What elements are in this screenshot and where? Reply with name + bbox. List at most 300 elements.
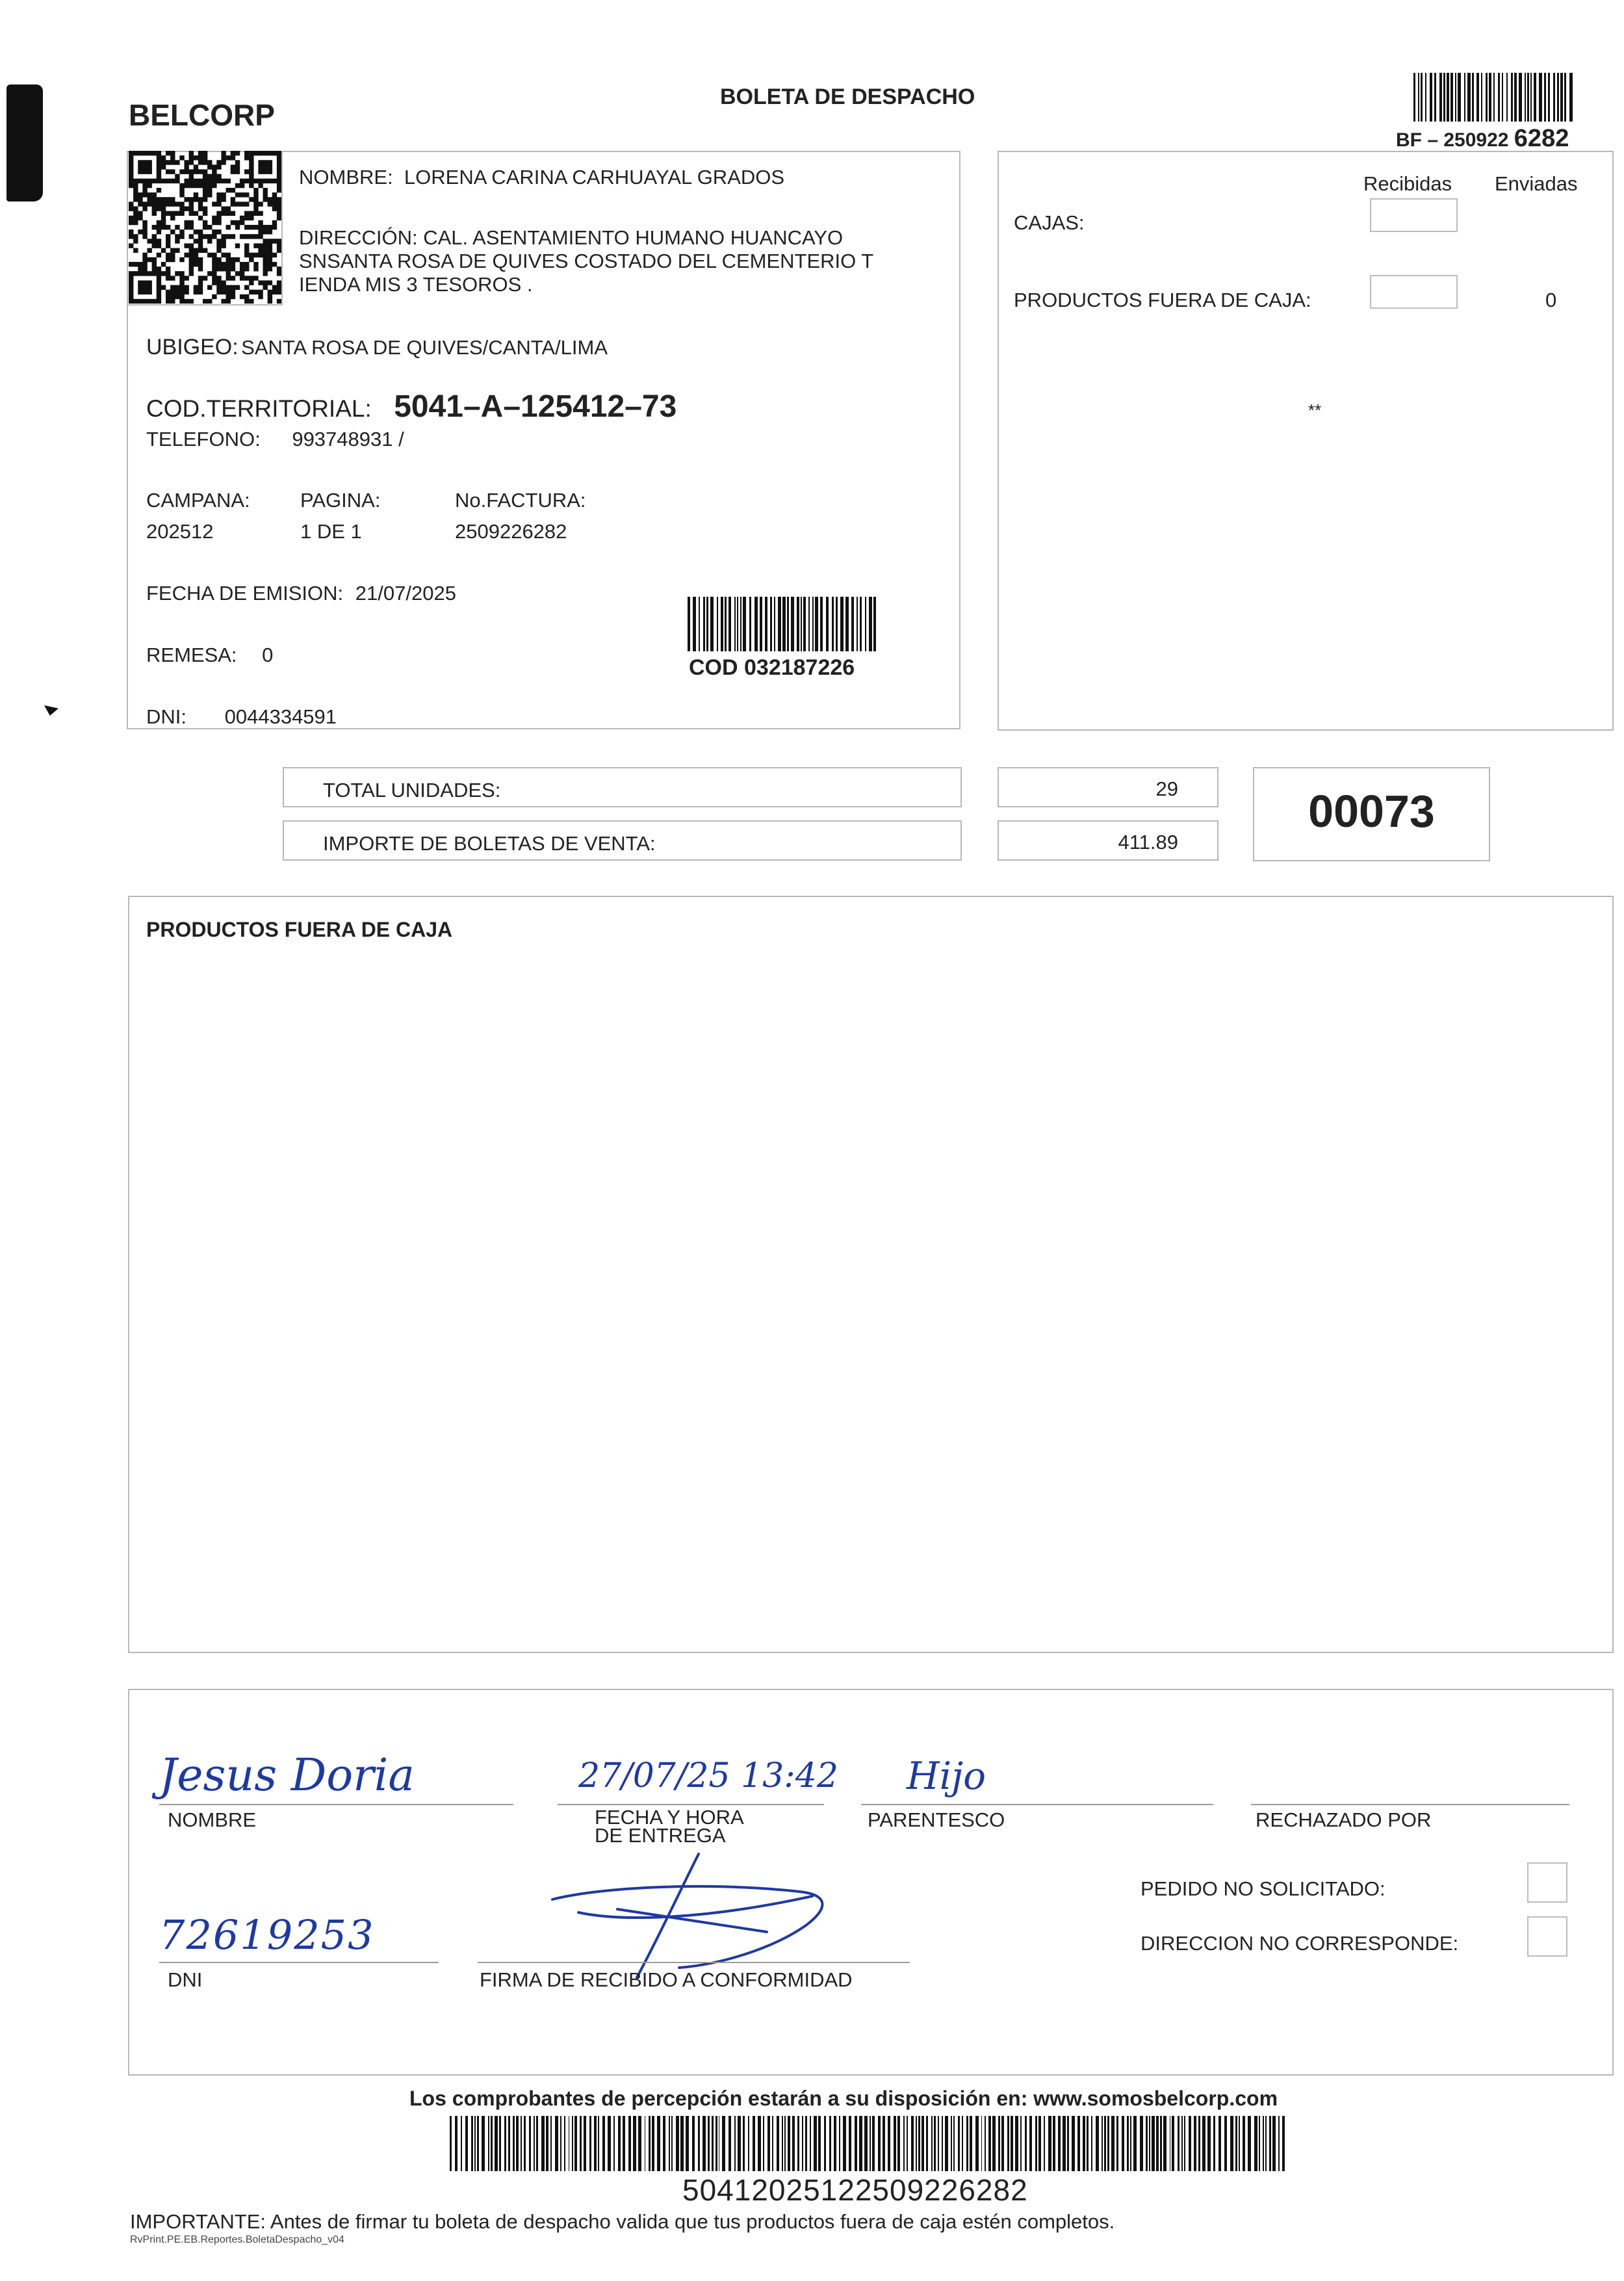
qr-module <box>166 243 170 248</box>
important-text: Antes de firmar tu boleta de despacho valida que tus productos fuera de caja estén completos. <box>270 2210 1115 2233</box>
cajas-recibidas-box[interactable] <box>1370 198 1458 232</box>
qr-module <box>194 192 198 197</box>
qr-module <box>249 234 253 239</box>
qr-module <box>157 220 161 225</box>
barcode-bar <box>870 2116 871 2171</box>
qr-module <box>170 216 175 220</box>
barcode-bar <box>743 2116 745 2171</box>
qr-module <box>226 206 231 211</box>
qr-module <box>184 225 188 229</box>
qr-module <box>226 225 231 229</box>
qr-module <box>277 285 281 290</box>
qr-module <box>138 285 142 290</box>
qr-module <box>207 253 212 257</box>
barcode-bar <box>686 2116 689 2171</box>
qr-module <box>216 197 221 202</box>
qr-module <box>263 239 268 243</box>
barcode-bar <box>1029 2116 1033 2171</box>
barcode-bar <box>1418 73 1419 122</box>
qr-module <box>203 160 207 164</box>
qr-module <box>240 192 244 197</box>
barcode-bar <box>748 2116 749 2171</box>
qr-module <box>129 183 133 188</box>
qr-module <box>216 229 221 234</box>
barcode-bar <box>1202 2116 1205 2171</box>
qr-module <box>268 294 272 299</box>
barcode-bar <box>589 2116 591 2171</box>
barcode-bar <box>788 2116 790 2171</box>
qr-module <box>207 174 212 179</box>
qr-module <box>263 271 268 276</box>
qr-module <box>179 206 184 211</box>
qr-module <box>249 257 253 262</box>
qr-module <box>207 239 212 243</box>
qr-module <box>142 164 147 169</box>
qr-module <box>175 234 179 239</box>
barcode-bar <box>1140 2116 1143 2171</box>
qr-module <box>157 179 161 183</box>
qr-module <box>161 202 166 206</box>
qr-module <box>166 276 170 280</box>
qr-module <box>133 234 138 239</box>
qr-module <box>170 290 175 294</box>
qr-module <box>198 290 203 294</box>
qr-module <box>277 169 281 174</box>
dni-label: DNI: <box>146 705 187 728</box>
pedido-no-solicitado-checkbox[interactable] <box>1527 1862 1567 1903</box>
qr-module <box>226 179 231 183</box>
qr-module <box>258 179 263 183</box>
rechazado-label: RECHAZADO POR <box>1256 1808 1432 1831</box>
rechazado-line <box>1251 1804 1569 1805</box>
qr-module <box>194 262 198 267</box>
barcode-bar <box>584 2116 586 2171</box>
qr-module <box>216 192 221 197</box>
qr-module <box>268 169 272 174</box>
qr-module <box>133 299 138 304</box>
qr-module <box>277 183 281 188</box>
qr-module <box>235 192 240 197</box>
qr-module <box>216 220 221 225</box>
qr-module <box>231 294 235 299</box>
qr-module <box>203 234 207 239</box>
qr-module <box>277 164 281 169</box>
qr-module <box>221 267 226 271</box>
important-prefix: IMPORTANTE: <box>130 2210 266 2233</box>
qr-module <box>249 299 253 304</box>
qr-module <box>226 211 231 216</box>
barcode-bar <box>860 597 862 651</box>
qr-module <box>231 290 235 294</box>
qr-module <box>268 299 272 304</box>
barcode-bar <box>628 2116 631 2171</box>
barcode-bar <box>1178 2116 1179 2171</box>
barcode-bar <box>499 2116 501 2171</box>
qr-module <box>189 160 194 164</box>
barcode-bar <box>981 2116 983 2171</box>
qr-module <box>258 169 263 174</box>
qr-module <box>277 151 281 155</box>
qr-module <box>138 280 142 285</box>
qr-module <box>142 220 147 225</box>
barcode-bar <box>471 2116 473 2171</box>
qr-module <box>194 248 198 253</box>
campana-value: 202512 <box>146 520 214 543</box>
qr-module <box>198 276 203 280</box>
qr-module <box>240 276 244 280</box>
qr-module <box>194 164 198 169</box>
barcode-bar <box>633 2116 636 2171</box>
qr-module <box>263 257 268 262</box>
barcode-bar <box>1502 73 1503 122</box>
barcode-bar <box>1133 2116 1137 2171</box>
barcode-bar <box>555 2116 558 2171</box>
qr-module <box>147 192 151 197</box>
barcode-bar <box>808 597 810 651</box>
qr-module <box>189 262 194 267</box>
barcode-bar <box>702 2116 706 2171</box>
qr-module <box>221 239 226 243</box>
remesa-row <box>146 644 273 667</box>
barcode-bar <box>1107 2116 1109 2171</box>
qr-module <box>142 202 147 206</box>
qr-module <box>147 151 151 155</box>
barcode-bar <box>594 2116 597 2171</box>
qr-module <box>170 276 175 280</box>
qr-module <box>253 225 258 229</box>
fecha-line <box>558 1804 824 1805</box>
qr-module <box>263 253 268 257</box>
qr-module <box>198 155 203 160</box>
telefono-label: TELEFONO: <box>146 428 261 450</box>
qr-module <box>152 151 157 155</box>
fecha-emision-row <box>146 582 456 605</box>
barcode-bar <box>1455 73 1456 122</box>
qr-module <box>170 299 175 304</box>
qr-module <box>129 285 133 290</box>
barcode-bar <box>754 597 758 651</box>
qr-module <box>212 202 216 206</box>
barcode-bar <box>1467 73 1471 122</box>
qr-module <box>212 179 216 183</box>
qr-module <box>194 229 198 234</box>
qr-module <box>133 183 138 188</box>
barcode-bar <box>802 2116 803 2171</box>
qr-module <box>138 299 142 304</box>
barcode-bar <box>859 2116 862 2171</box>
qr-module <box>179 234 184 239</box>
qr-module <box>170 257 175 262</box>
qr-module <box>277 179 281 183</box>
qr-module <box>268 164 272 169</box>
factura-value: 2509226282 <box>455 520 567 543</box>
recibidas-label: Recibidas <box>1363 172 1452 195</box>
barcode-bar <box>698 2116 700 2171</box>
barcode-bar <box>1111 2116 1115 2171</box>
ubigeo-label: UBIGEO: <box>146 335 238 359</box>
barcode-bar <box>907 2116 908 2171</box>
qr-module <box>147 160 151 164</box>
qr-module <box>235 151 240 155</box>
qr-module <box>170 197 175 202</box>
qr-module <box>133 239 138 243</box>
bf-suffix: 6282 <box>1514 125 1569 152</box>
qr-module <box>226 271 231 276</box>
qr-module <box>216 239 221 243</box>
barcode-bar <box>550 2116 552 2171</box>
barcode-bar <box>721 597 723 651</box>
barcode-bar <box>1224 2116 1227 2171</box>
barcode-bar <box>580 2116 582 2171</box>
barcode-bar <box>1489 73 1491 122</box>
qr-module <box>142 179 147 183</box>
boxes-panel <box>998 151 1614 731</box>
qr-module <box>179 280 184 285</box>
qr-module <box>203 188 207 192</box>
barcode-bar <box>1067 2116 1069 2171</box>
qr-module <box>244 202 249 206</box>
qr-module <box>231 220 235 225</box>
qr-module <box>258 280 263 285</box>
barcode-bar <box>774 597 775 651</box>
barcode-bar <box>934 2116 936 2171</box>
qr-module <box>212 164 216 169</box>
qr-module <box>166 234 170 239</box>
qr-module <box>152 299 157 304</box>
fecha-label-line-2: DE ENTREGA <box>595 1824 726 1847</box>
qr-module <box>129 276 133 280</box>
document-title: BOLETA DE DESPACHO <box>720 85 975 109</box>
qr-module <box>249 174 253 179</box>
barcode-bar <box>810 2116 811 2171</box>
qr-module <box>207 299 212 304</box>
qr-module <box>170 155 175 160</box>
barcode-bar <box>1152 2116 1155 2171</box>
qr-module <box>268 253 272 257</box>
barcode-bar <box>1035 2116 1037 2171</box>
bf-number <box>1396 125 1569 153</box>
parentesco-label: PARENTESCO <box>868 1808 1005 1831</box>
qr-module <box>147 271 151 276</box>
qr-module <box>244 179 249 183</box>
fecha-handwritten: 27/07/25 13:42 <box>578 1756 838 1795</box>
qr-module <box>244 299 249 304</box>
barcode-bar <box>1544 73 1546 122</box>
qr-module <box>198 229 203 234</box>
productos-recibidas-box[interactable] <box>1370 275 1458 309</box>
qr-module <box>231 267 235 271</box>
qr-module <box>244 248 249 253</box>
qr-module <box>157 202 161 206</box>
barcode-bar <box>692 2116 695 2171</box>
qr-module <box>166 271 170 276</box>
qr-module <box>175 179 179 183</box>
barcode-bar <box>834 2116 836 2171</box>
delivery-section <box>128 1689 1614 2076</box>
barcode-bar <box>623 2116 626 2171</box>
qr-module <box>194 183 198 188</box>
qr-module <box>249 155 253 160</box>
qr-module <box>203 206 207 211</box>
qr-module <box>142 160 147 164</box>
fecha-label-line-1: FECHA Y HORA <box>595 1806 744 1829</box>
barcode-bar <box>1015 2116 1018 2171</box>
qr-module <box>272 290 277 294</box>
barcode-bar <box>951 2116 953 2171</box>
barcode-bar <box>608 2116 611 2171</box>
qr-module <box>216 290 221 294</box>
qr-module <box>268 262 272 267</box>
qr-module <box>231 169 235 174</box>
barcode-bar <box>1102 2116 1103 2171</box>
qr-module <box>138 192 142 197</box>
direccion-no-corresponde-checkbox[interactable] <box>1527 1916 1567 1957</box>
qr-module <box>194 179 198 183</box>
qr-module <box>263 280 268 285</box>
scan-speck <box>44 705 58 716</box>
barcode-bar <box>1048 2116 1051 2171</box>
qr-module <box>253 192 258 197</box>
qr-module <box>277 280 281 285</box>
qr-module <box>231 276 235 280</box>
qr-module <box>157 229 161 234</box>
qr-module <box>226 299 231 304</box>
barcode-bar <box>1104 2116 1107 2171</box>
barcode-bar <box>836 597 838 651</box>
barcode-bar <box>708 2116 710 2171</box>
barcode-bar <box>1025 2116 1027 2171</box>
qr-module <box>198 169 203 174</box>
qr-module <box>221 206 226 211</box>
footer-barcode-number: 50412025122509226282 <box>682 2173 1028 2207</box>
qr-module <box>240 216 244 220</box>
qr-module <box>138 202 142 206</box>
qr-module <box>272 202 277 206</box>
barcode-bar <box>1130 2116 1131 2171</box>
barcode-bar <box>1498 73 1500 122</box>
barcode-bar <box>491 2116 493 2171</box>
qr-module <box>152 262 157 267</box>
qr-module <box>138 169 142 174</box>
dni-value: 0044334591 <box>224 705 337 728</box>
qr-module <box>142 271 147 276</box>
barcode-bar <box>1493 73 1495 122</box>
qr-module <box>175 174 179 179</box>
qr-module <box>184 285 188 290</box>
qr-module <box>277 290 281 294</box>
qr-module <box>277 267 281 271</box>
qr-module <box>212 271 216 276</box>
qr-module <box>166 294 170 299</box>
qr-module <box>244 216 249 220</box>
barcode-bar <box>815 597 818 651</box>
qr-module <box>138 271 142 276</box>
barcode-bar <box>536 2116 539 2171</box>
dni-sign-label: DNI <box>168 1968 203 1991</box>
barcode-bar <box>782 597 786 651</box>
qr-module <box>147 299 151 304</box>
qr-module <box>166 197 170 202</box>
barcode-bar <box>1481 73 1482 122</box>
barcode-bar <box>1557 73 1559 122</box>
qr-module <box>258 229 263 234</box>
qr-module <box>216 267 221 271</box>
qr-module <box>179 276 184 280</box>
qr-module <box>277 174 281 179</box>
qr-module <box>147 280 151 285</box>
qr-module <box>157 206 161 211</box>
qr-module <box>240 183 244 188</box>
qr-module <box>198 197 203 202</box>
barcode-bar <box>712 2116 714 2171</box>
barcode-bar <box>477 2116 479 2171</box>
qr-module <box>189 183 194 188</box>
qr-module <box>157 285 161 290</box>
barcode-bar <box>845 597 849 651</box>
qr-module <box>189 155 194 160</box>
qr-module <box>203 155 207 160</box>
total-unidades-value: 29 <box>1155 777 1178 800</box>
qr-module <box>258 253 263 257</box>
barcode-bar <box>1184 2116 1185 2171</box>
dni-handwritten: 72619253 <box>159 1911 375 1959</box>
qr-module <box>179 192 184 197</box>
qr-module <box>157 151 161 155</box>
qr-module <box>263 192 268 197</box>
qr-module <box>203 211 207 216</box>
qr-module <box>198 243 203 248</box>
qr-module <box>189 169 194 174</box>
bf-barcode <box>1413 73 1586 122</box>
barcode-bar <box>1413 73 1415 122</box>
barcode-bar <box>740 597 741 651</box>
barcode-bar <box>1514 73 1517 122</box>
qr-module <box>152 257 157 262</box>
qr-module <box>147 197 151 202</box>
qr-module <box>184 253 188 257</box>
qr-module <box>244 192 249 197</box>
qr-module <box>166 239 170 243</box>
qr-module <box>179 169 184 174</box>
qr-module <box>142 267 147 271</box>
barcode-bar <box>1160 2116 1162 2171</box>
barcode-bar <box>513 2116 515 2171</box>
qr-module <box>226 253 231 257</box>
barcode-bar <box>998 2116 1000 2171</box>
qr-module <box>231 164 235 169</box>
qr-module <box>179 229 184 234</box>
qr-module <box>179 155 184 160</box>
qr-module <box>166 202 170 206</box>
barcode-bar <box>725 597 727 651</box>
qr-module <box>198 239 203 243</box>
name-value: LORENA CARINA CARHUAYAL GRADOS <box>404 166 785 189</box>
qr-module <box>133 192 138 197</box>
qr-module <box>235 169 240 174</box>
qr-module <box>189 220 194 225</box>
qr-module <box>138 179 142 183</box>
qr-module <box>175 239 179 243</box>
qr-module <box>221 234 226 239</box>
qr-module <box>216 160 221 164</box>
cod-barcode <box>688 597 883 651</box>
barcode-bar <box>1265 2116 1267 2171</box>
qr-module <box>221 262 226 267</box>
qr-module <box>129 202 133 206</box>
barcode-bar <box>1443 73 1445 122</box>
barcode-bar <box>455 2116 458 2171</box>
qr-module <box>198 206 203 211</box>
